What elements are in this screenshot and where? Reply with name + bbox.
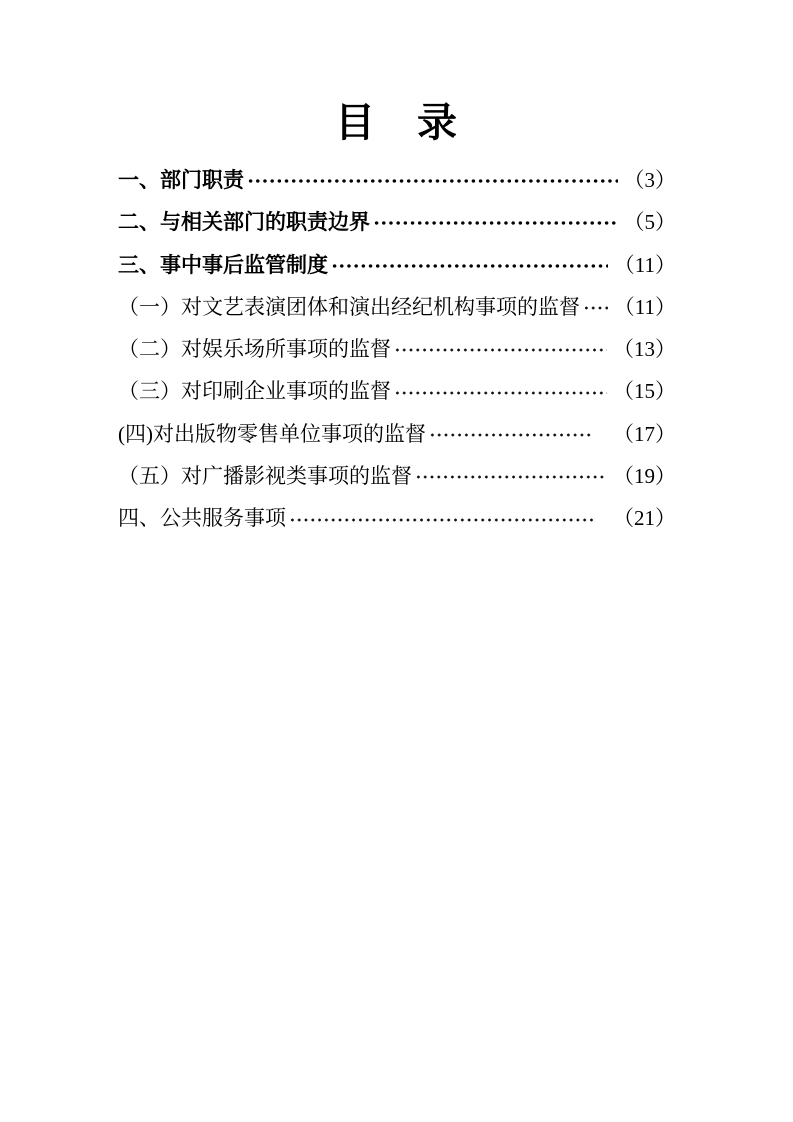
toc-entry-label: 一、部门职责: [118, 168, 244, 192]
toc-entry-label: (四)对出版物零售单位事项的监督: [118, 421, 426, 446]
toc-entry-label: （二）对娱乐场所事项的监督: [118, 337, 391, 362]
toc-entry-page-number: （17）: [613, 421, 676, 446]
toc-entry-label: 三、事中事后监管制度: [118, 252, 328, 277]
toc-entry-4[interactable]: [118, 286, 676, 328]
toc-entry-label: （五）对广播影视类事项的监督: [118, 464, 412, 489]
toc-entry-8[interactable]: [118, 455, 676, 497]
dot-leader: [331, 262, 608, 270]
toc-entry-page-number: （21）: [613, 506, 676, 531]
toc-entry-1[interactable]: [118, 159, 676, 201]
dot-leader: [373, 219, 618, 227]
toc-entry-page-number: （5）: [623, 210, 676, 235]
toc-list: [118, 159, 676, 540]
dot-leader: [583, 304, 608, 312]
toc-entry-label: （三）对印刷企业事项的监督: [118, 379, 391, 404]
dot-leader: [289, 516, 594, 524]
toc-entry-7[interactable]: [118, 413, 676, 455]
toc-entry-page-number: （3）: [623, 168, 676, 192]
dot-leader: [415, 473, 607, 481]
toc-entry-6[interactable]: [118, 370, 676, 412]
toc-entry-label: 四、公共服务事项: [118, 506, 286, 531]
toc-entry-3[interactable]: [118, 244, 676, 286]
toc-entry-page-number: （11）: [613, 294, 676, 319]
dot-leader: [247, 177, 618, 185]
toc-entry-label: （一）对文艺表演团体和演出经纪机构事项的监督: [118, 294, 580, 319]
dot-leader: [394, 389, 607, 397]
page-title: 目 录: [335, 101, 458, 145]
toc-entry-2[interactable]: [118, 201, 676, 243]
toc-entry-page-number: （15）: [613, 379, 676, 404]
dot-leader: [394, 346, 607, 354]
dot-leader: [429, 431, 594, 439]
toc-entry-5[interactable]: [118, 328, 676, 370]
toc-entry-label: 二、与相关部门的职责边界: [118, 210, 370, 235]
toc-entry-page-number: （11）: [613, 252, 676, 277]
toc-entry-page-number: （13）: [613, 337, 676, 362]
toc-entry-page-number: （19）: [613, 464, 676, 489]
toc-entry-9[interactable]: [118, 497, 676, 539]
